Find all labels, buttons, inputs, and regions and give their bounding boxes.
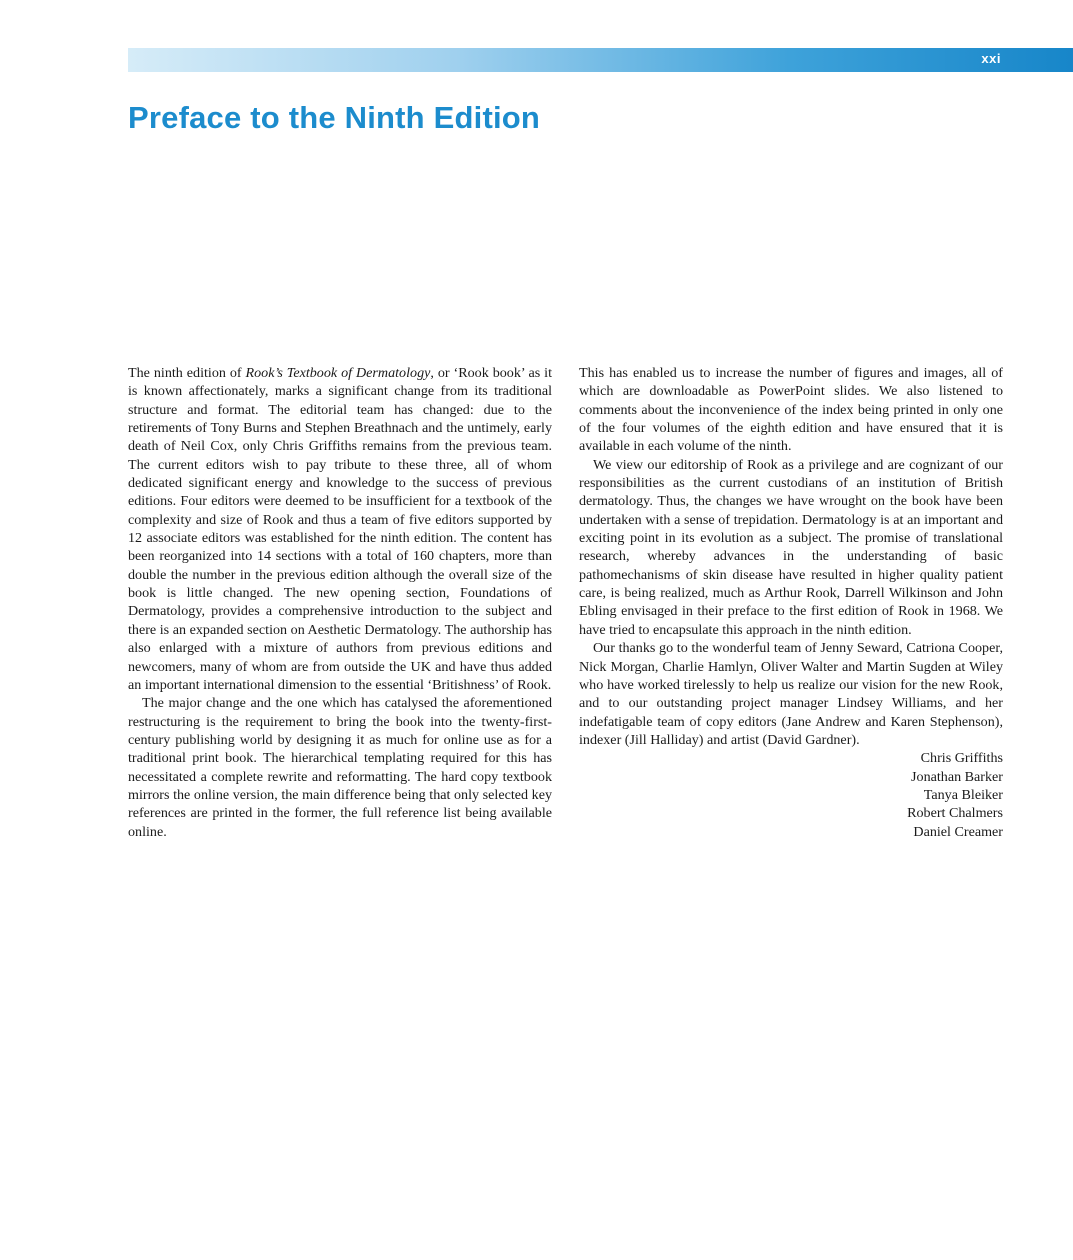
paragraph (128, 364, 552, 694)
paragraph: Our thanks go to the wonderful team of Jenny Seward, Catriona Cooper, Nick Morgan, Charlie Hamlyn, Oliver Walter and Martin Sugden at Wiley who have worked tirelessly to help us realize our vision for the new Rook, and to our outstanding project manager Lindsey Williams, and her indefatigable team of copy editors (Jane Andrew and Karen Stephenson), indexer (Jill Halliday) and artist (David Gardner). (579, 640, 1003, 748)
book-title: Rook’s Textbook of Dermatology (245, 365, 431, 381)
header-band (128, 48, 1073, 72)
paragraph: The major change and the one which has catalysed the aforementioned restructuring is the requirement to bring the book into the twenty-first-century publishing world by designing it as much for online use as for a traditional print book. The hierarchical templating required for this has necessitated a complete rewrite and reformatting. The hard copy textbook mirrors the online version, the main difference being that only selected key references are printed in the former, the full reference list being available online. (128, 695, 552, 840)
signature-name: Jonathan Barker (911, 768, 1003, 785)
paragraph-text: The ninth edition of (128, 365, 246, 381)
right-column (579, 364, 1003, 841)
paragraph: We view our editorship of Rook as a privilege and are cognizant of our responsibilities as the current custodians of an institution of British dermatology. Thus, the changes we have wrought on the book have been undertaken with a sense of trepidation. Dermatology is at an important and exciting point in its evolution as a subject. The promise of translational research, whereby advances in the understanding of basic pathomechanisms of skin disease have resulted in higher quality patient care, is being realized, much as Arthur Rook, Darrell Wilkinson and John Ebling envisaged in their preface to the first edition of Rook in 1968. We have tried to encapsulate this approach in the ninth edition. (579, 456, 1003, 638)
page-number: xxi (981, 51, 1001, 66)
signature-block (579, 749, 1003, 841)
signature-name: Tanya Bleiker (923, 786, 1003, 803)
signature-name: Daniel Creamer (913, 823, 1003, 840)
signature-name: Chris Griffiths (920, 750, 1003, 767)
paragraph: This has enabled us to increase the number of figures and images, all of which are downloadable as PowerPoint slides. We also listened to comments about the inconvenience of the index being printed in only one of the four volumes of the eighth edition and have ensured that it is available in each volume of the ninth. (579, 365, 1003, 455)
paragraph-text: , or ‘Rook book’ as it is known affectionately, marks a significant change from its traditional structure and format. The editorial team has changed: due to the retirements of Tony Burns and Stephen Breathnach and the untimely, early death of Neil Cox, only Chris Griffiths remains from the previous team. The current editors wish to pay tribute to these three, all of whom dedicated significant energy and knowledge to the success of previous editions. Four editors were deemed to be insufficient for a textbook of the complexity and size of Rook and thus a team of five editors supported by 12 associate editors was established for the ninth edition. The content has been reorganized into 14 sections with a total of 160 chapters, more than double the number in the previous edition although the overall size of the book is little changed. The new opening section, Foundations of Dermatology, provides a comprehensive introduction to the subject and there is an expanded section on Aesthetic Dermatology. The authorship has also enlarged with a mixture of authors from previous editions and newcomers, many of whom are from outside the UK and have thus added an important international dimension to the essential ‘Britishness’ of Rook. (128, 365, 552, 693)
left-column (128, 364, 552, 841)
page-title: Preface to the Ninth Edition (128, 100, 541, 135)
signature-name: Robert Chalmers (907, 805, 1003, 822)
